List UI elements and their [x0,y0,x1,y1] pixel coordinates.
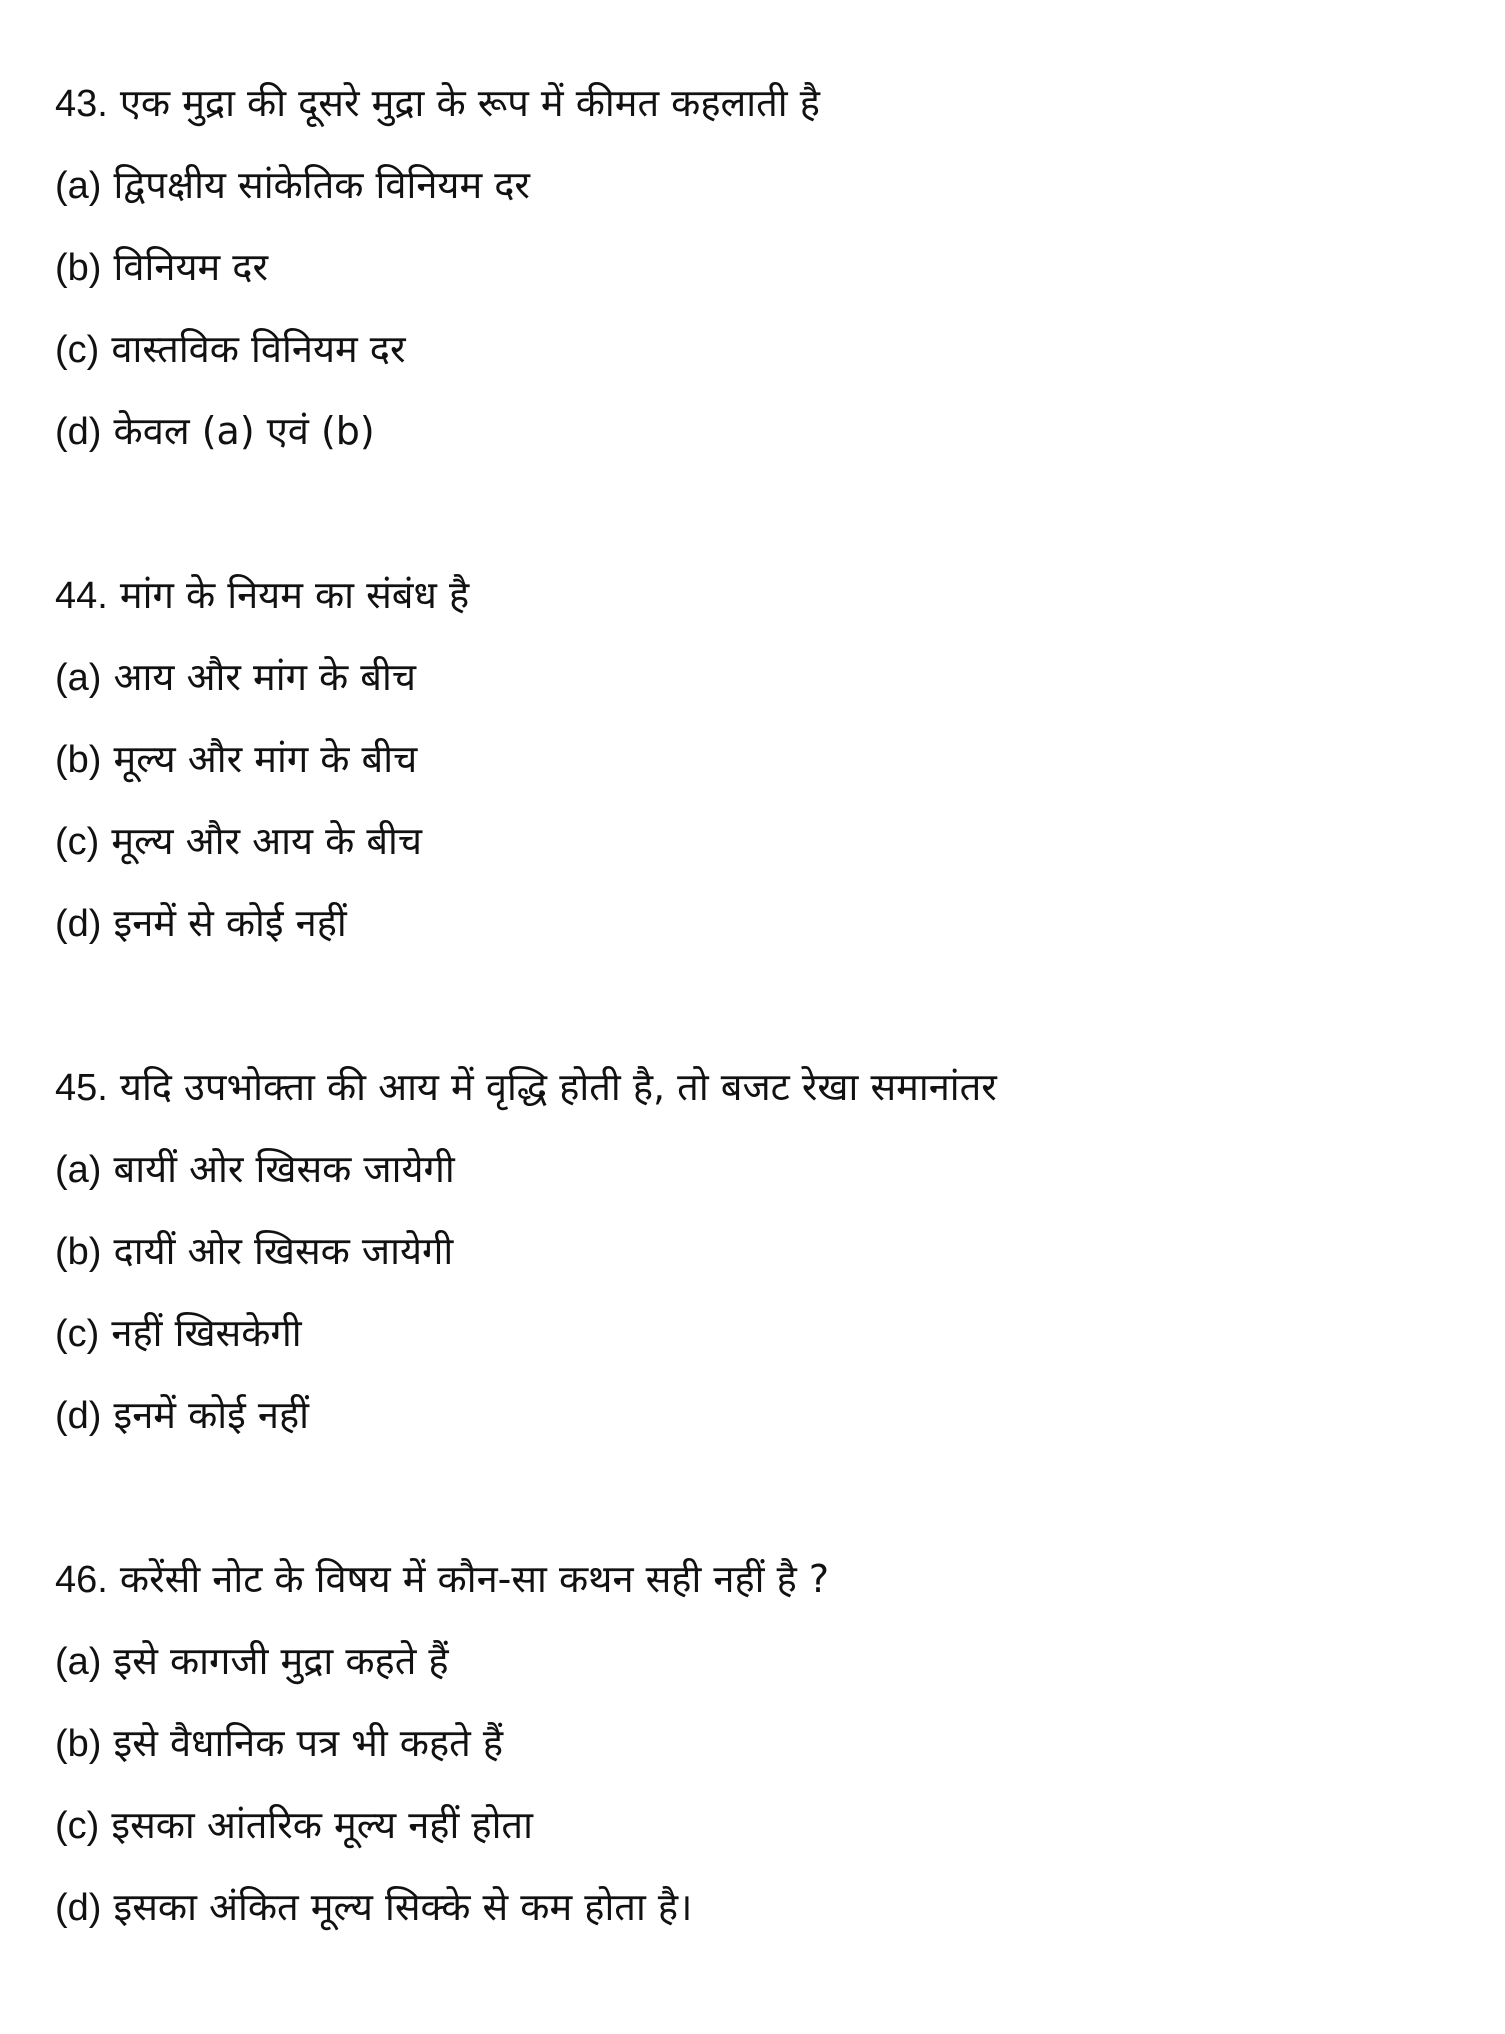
option-text: इनमें से कोई नहीं [113,901,347,945]
option-b [55,1210,1475,1292]
option-key: (b) [55,247,102,289]
option-a [55,1128,1475,1210]
question-number: 44. [55,575,108,617]
option-text: नहीं खिसकेगी [111,1311,302,1355]
option-text: केवल (a) एवं (b) [113,409,375,453]
option-text: मूल्य और मांग के बीच [113,737,418,781]
option-key: (c) [55,1805,100,1847]
question-stem [55,62,1475,144]
question-text: मांग के नियम का संबंध है [119,573,470,617]
option-c [55,800,1475,882]
option-key: (a) [55,657,102,699]
option-b [55,1702,1475,1784]
question-number: 43. [55,83,108,125]
option-c [55,1292,1475,1374]
question-text: एक मुद्रा की दूसरे मुद्रा के रूप में कीमत कहलाती है [119,81,820,125]
option-text: इनमें कोई नहीं [113,1393,309,1437]
option-a [55,636,1475,718]
option-text: आय और मांग के बीच [113,655,416,699]
option-text: मूल्य और आय के बीच [111,819,422,863]
option-key: (d) [55,1887,102,1929]
question-stem [55,554,1475,636]
option-d [55,1866,1475,1948]
option-key: (a) [55,165,102,207]
option-key: (d) [55,1395,102,1437]
question-stem [55,1046,1475,1128]
option-text: इसे कागजी मुद्रा कहते हैं [113,1639,449,1683]
option-text: वास्तविक विनियम दर [111,327,406,371]
option-d [55,390,1475,472]
option-key: (c) [55,821,100,863]
option-d [55,1374,1475,1456]
question-stem [55,1538,1475,1620]
option-c [55,308,1475,390]
question-44 [55,554,1475,964]
option-text: इसे वैधानिक पत्र भी कहते हैं [113,1721,504,1765]
option-key: (c) [55,1313,100,1355]
option-key: (c) [55,329,100,371]
option-text: बायीं ओर खिसक जायेगी [113,1147,455,1191]
question-number: 46. [55,1559,108,1601]
option-text: इसका अंकित मूल्य सिक्के से कम होता है। [113,1885,693,1929]
question-43 [55,62,1475,472]
option-b [55,226,1475,308]
option-key: (d) [55,903,102,945]
question-number: 45. [55,1067,108,1109]
question-46 [55,1538,1475,1948]
question-45 [55,1046,1475,1456]
option-text: द्विपक्षीय सांकेतिक विनियम दर [113,163,530,207]
option-key: (b) [55,1231,102,1273]
option-text: इसका आंतरिक मूल्य नहीं होता [111,1803,533,1847]
option-key: (b) [55,1723,102,1765]
option-key: (a) [55,1149,102,1191]
option-d [55,882,1475,964]
option-key: (b) [55,739,102,781]
option-c [55,1784,1475,1866]
question-text: करेंसी नोट के विषय में कौन-सा कथन सही नहीं है ? [119,1557,830,1601]
option-text: विनियम दर [113,245,269,289]
option-b [55,718,1475,800]
option-key: (d) [55,411,102,453]
option-text: दायीं ओर खिसक जायेगी [113,1229,454,1273]
option-key: (a) [55,1641,102,1683]
option-a [55,144,1475,226]
question-text: यदि उपभोक्ता की आय में वृद्धि होती है, तो बजट रेखा समानांतर [119,1065,997,1109]
option-a [55,1620,1475,1702]
